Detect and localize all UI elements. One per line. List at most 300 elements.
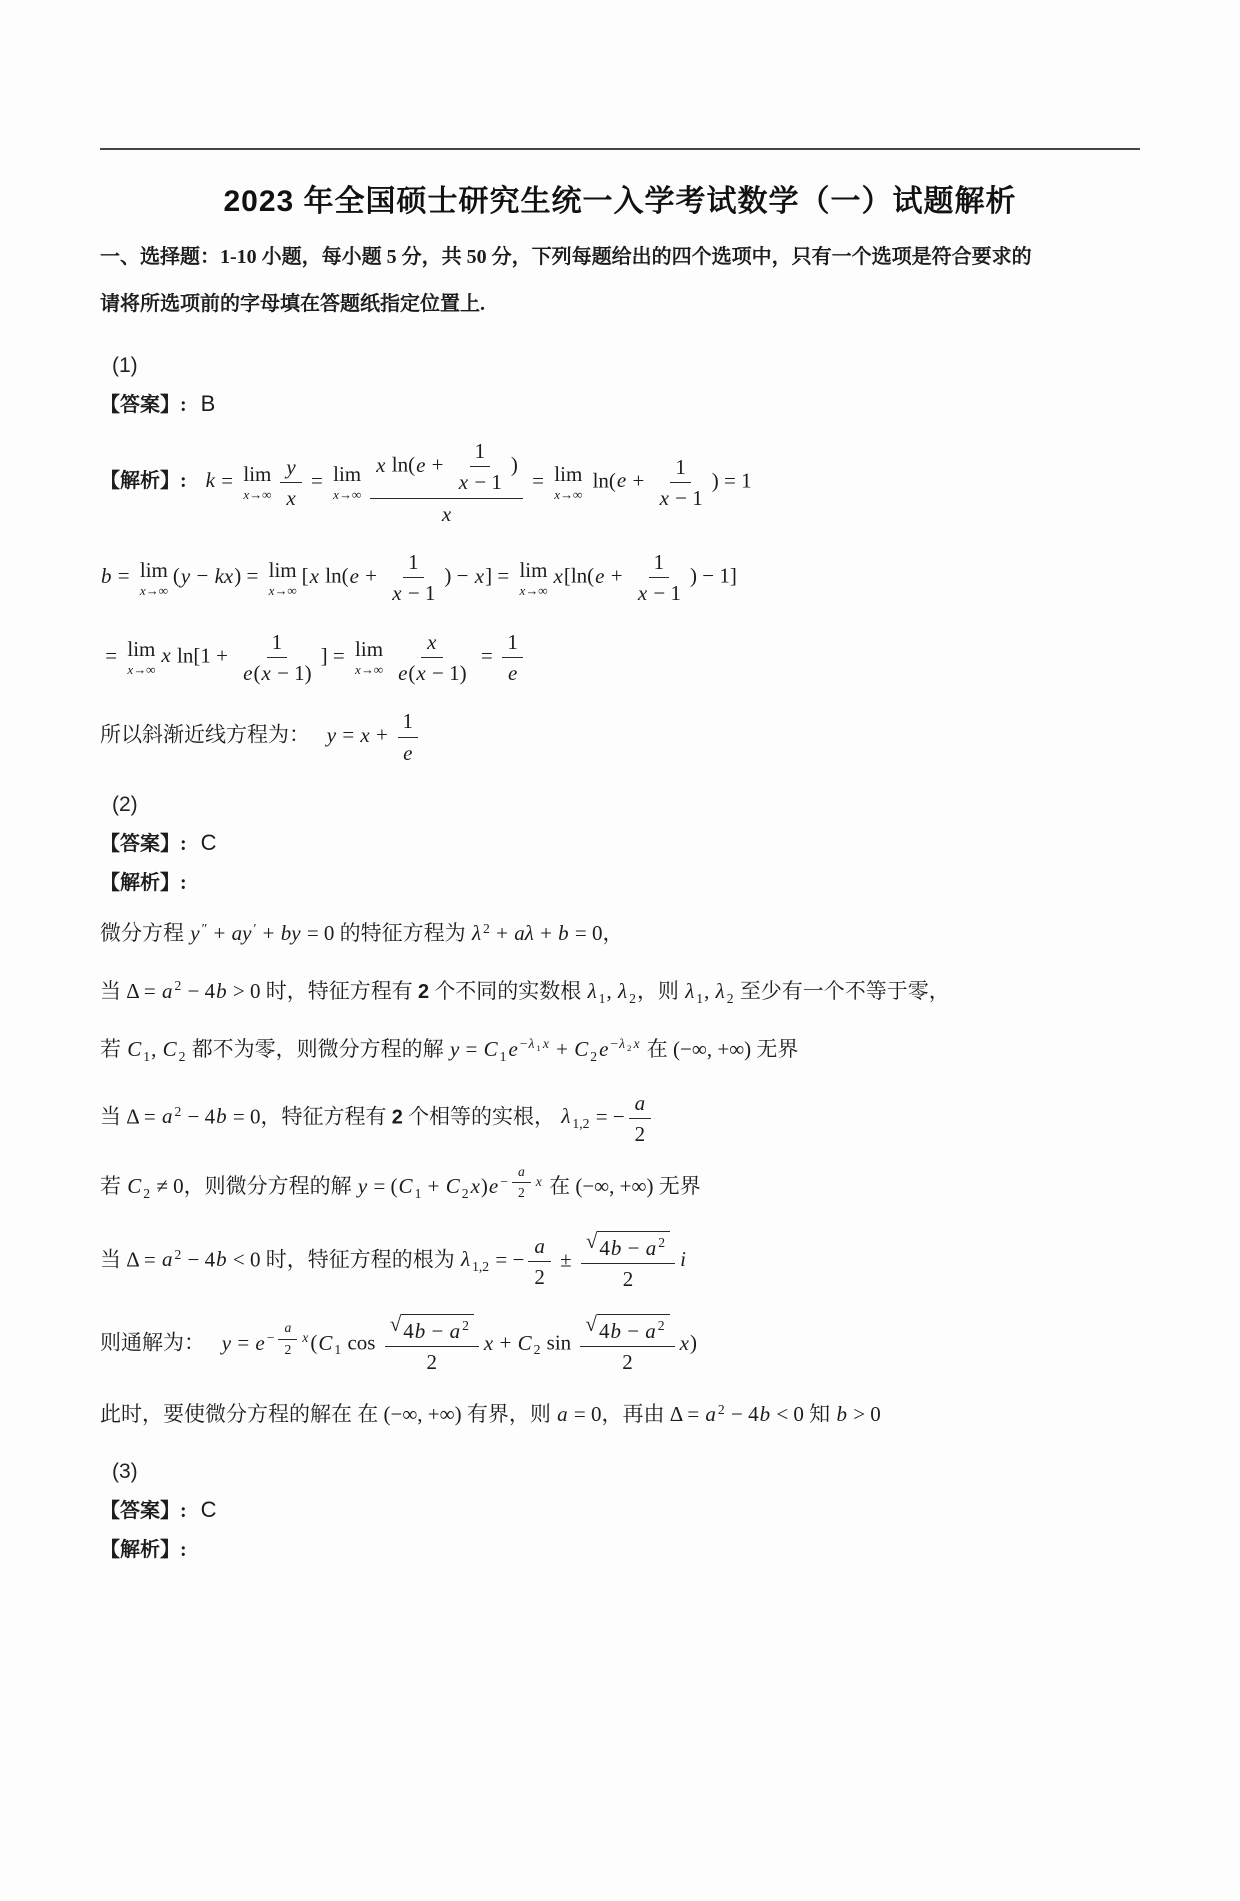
math-run: ln( xyxy=(587,468,616,493)
math-run: 微分方程 xyxy=(100,921,190,946)
limit-subscript: x→∞ xyxy=(554,487,583,503)
math-run: 2 xyxy=(657,1318,665,1334)
sqrt-radical xyxy=(389,1311,474,1345)
characteristic-equation xyxy=(100,915,1140,953)
math-run: − xyxy=(426,1318,449,1343)
math-var: x xyxy=(309,563,319,588)
math-run: 1 xyxy=(499,1048,507,1064)
fraction-numerator xyxy=(267,628,288,658)
math-bold: 2 xyxy=(391,1106,403,1129)
limit-word: lim xyxy=(333,462,362,487)
math-var: ay xyxy=(231,921,252,946)
math-run: 2 xyxy=(717,1401,725,1417)
fraction-denominator xyxy=(279,1340,296,1359)
math-run: , xyxy=(151,1036,162,1061)
math-var: a xyxy=(449,1318,461,1343)
conclusion-asymptote xyxy=(100,707,1140,767)
math-var: λ xyxy=(618,978,628,1003)
subscript xyxy=(572,1112,589,1137)
math-run: 1 xyxy=(507,629,518,654)
superscript xyxy=(462,1317,469,1335)
math-run: = 0， xyxy=(569,921,624,946)
math-run: 2 xyxy=(426,1350,438,1375)
math-run: ( xyxy=(408,661,416,686)
math-var: a xyxy=(517,1163,525,1179)
math-run: + xyxy=(426,452,449,477)
subscript xyxy=(462,1182,469,1207)
math-var: C xyxy=(162,1036,177,1061)
analysis-label: 【解析】: xyxy=(100,872,187,895)
math-run: + xyxy=(490,921,514,946)
math-run: + xyxy=(208,921,231,946)
math-var: y xyxy=(180,563,191,588)
math-run: ″ xyxy=(201,920,208,936)
math-var: a xyxy=(161,1104,173,1129)
math-run: 所以斜渐近线方程为： xyxy=(100,723,326,748)
limit-operator xyxy=(333,463,361,502)
math-var: y xyxy=(286,454,296,479)
math-var: x xyxy=(416,661,426,686)
math-run: 4 xyxy=(599,1235,610,1260)
math-var: b xyxy=(610,1235,622,1260)
math-run: cos xyxy=(342,1330,381,1355)
analysis-line xyxy=(100,1533,1140,1562)
math-run: = xyxy=(305,468,329,493)
math-var: a xyxy=(161,1247,173,1272)
fraction-numerator xyxy=(629,1089,652,1119)
math-run: + xyxy=(605,563,628,588)
math-var: b xyxy=(836,1402,847,1427)
math-var: y xyxy=(357,1174,368,1199)
math-run: 1,2 xyxy=(472,1259,490,1275)
fraction-numerator xyxy=(470,437,491,467)
math-run: ] = xyxy=(485,563,515,588)
limit-operator xyxy=(554,463,582,502)
fraction-numerator xyxy=(502,628,523,658)
math-var: e xyxy=(507,661,518,686)
math-run: − xyxy=(622,1235,645,1260)
fraction-denominator xyxy=(630,1119,651,1148)
math-var: x xyxy=(659,486,669,511)
answer-label: 【答案】: xyxy=(100,1500,187,1523)
math-var: y xyxy=(221,1330,232,1355)
math-run: 2 xyxy=(533,1342,541,1358)
math-run: 1 xyxy=(653,550,665,575)
math-var: b xyxy=(558,921,569,946)
math-run: 1 xyxy=(598,990,606,1006)
question-2 xyxy=(100,793,1140,1434)
math-run: ( xyxy=(172,563,180,588)
math-var: e xyxy=(599,1036,609,1061)
limit-subscript: x→∞ xyxy=(243,487,272,503)
math-run: ) xyxy=(480,1174,488,1199)
math-run: ) = 1 xyxy=(711,468,752,493)
math-run: + xyxy=(550,1036,574,1061)
math-var: λ xyxy=(528,1036,535,1052)
fraction xyxy=(280,453,301,513)
math-run: 当 Δ = xyxy=(100,1104,161,1129)
math-run: = − xyxy=(490,1247,525,1272)
math-run: 1 xyxy=(536,1043,541,1054)
question-number: (1) xyxy=(112,354,138,377)
subscript xyxy=(627,1041,631,1057)
math-var: y xyxy=(190,921,200,946)
fraction xyxy=(370,437,523,528)
math-var: a xyxy=(534,1233,545,1258)
intro-line-2: 请将所选项前的字母填在答题纸指定位置上. xyxy=(100,293,485,315)
math-var: e xyxy=(508,1036,518,1061)
question-number: (2) xyxy=(112,793,138,817)
math-var: aλ xyxy=(514,921,534,946)
question-3 xyxy=(100,1460,1140,1562)
limit-word: lim xyxy=(554,462,583,487)
math-run: > 0 时，特征方程有 xyxy=(227,978,418,1003)
subscript xyxy=(500,1045,507,1070)
sqrt-sign-glyph: √ xyxy=(585,1311,597,1336)
fraction-denominator xyxy=(237,658,317,687)
fraction-denominator xyxy=(502,658,523,687)
case-delta-zero-solution xyxy=(100,1163,1140,1210)
limit-subscript: x→∞ xyxy=(333,487,362,503)
math-run: 2 xyxy=(461,1186,469,1202)
math-var: C xyxy=(574,1036,589,1061)
math-var: e xyxy=(349,563,359,588)
math-var: λ xyxy=(460,1247,471,1272)
fraction-denominator xyxy=(617,1347,638,1376)
math-var: λ xyxy=(685,978,695,1003)
math-var: C xyxy=(483,1036,498,1061)
questions-container xyxy=(100,354,1140,1562)
math-var: x xyxy=(441,501,452,526)
fraction xyxy=(629,1089,652,1149)
superscript xyxy=(483,917,490,942)
math-run: − 4 xyxy=(725,1402,759,1427)
math-run: + xyxy=(534,921,558,946)
math-var: x xyxy=(302,1330,309,1346)
math-var: a xyxy=(645,1235,657,1260)
math-run: 2 xyxy=(462,1318,469,1334)
limit-subscript: x→∞ xyxy=(355,662,384,678)
math-run: = xyxy=(216,468,239,493)
math-run: = xyxy=(460,1036,483,1061)
subscript xyxy=(534,1338,541,1363)
fraction-numerator xyxy=(512,1163,531,1183)
math-run: − 4 xyxy=(182,978,216,1003)
subscript xyxy=(696,987,703,1012)
math-var: e xyxy=(255,1330,265,1355)
math-var: C xyxy=(398,1174,413,1199)
subscript xyxy=(143,1182,150,1207)
math-var: a xyxy=(645,1318,656,1343)
intro-line-1: 一、选择题：1-10 小题，每小题 5 分，共 50 分，下列每题给出的四个选项中，只有一个选项是符合要求的 xyxy=(100,246,1032,268)
limit-operator xyxy=(127,638,155,677)
fraction-denominator xyxy=(654,483,708,512)
fraction-numerator xyxy=(403,548,424,578)
math-var: b xyxy=(101,563,112,588)
fraction-numerator xyxy=(278,1319,297,1339)
fraction-numerator xyxy=(581,1230,675,1264)
subscript xyxy=(415,1182,422,1207)
math-var: by xyxy=(280,921,301,946)
fraction-numerator xyxy=(398,707,419,737)
math-run: 都不为零，则微分方程的解 xyxy=(186,1036,449,1061)
fraction xyxy=(392,628,472,688)
answer-label: 【答案】: xyxy=(100,833,187,856)
general-solution xyxy=(100,1313,1140,1376)
fraction xyxy=(237,628,317,688)
subscript xyxy=(334,1338,341,1363)
math-run: + xyxy=(257,921,280,946)
sqrt-radicand xyxy=(597,1231,670,1262)
math-run: ) = xyxy=(234,563,264,588)
superscript xyxy=(500,1163,543,1203)
math-run: − xyxy=(500,1173,508,1189)
math-run: 2 xyxy=(517,1185,525,1201)
math-var: x xyxy=(474,563,485,588)
limit-operator xyxy=(140,559,168,598)
superscript xyxy=(174,1100,181,1125)
superscript xyxy=(174,974,181,999)
math-var: x xyxy=(286,486,296,511)
math-run: 4 xyxy=(403,1318,414,1343)
fraction-numerator xyxy=(670,453,691,483)
sqrt-radicand xyxy=(401,1314,474,1345)
math-run: 2 xyxy=(174,1246,182,1262)
math-var: x xyxy=(427,629,437,654)
sqrt-radical xyxy=(585,1228,670,1262)
superscript xyxy=(253,917,256,942)
math-var: λ xyxy=(715,978,725,1003)
question-1 xyxy=(100,354,1140,767)
fraction-denominator xyxy=(436,499,457,528)
math-var: e xyxy=(243,661,253,686)
math-run: 2 xyxy=(622,1266,634,1291)
fraction-denominator xyxy=(618,1264,639,1293)
math-var: x xyxy=(637,581,648,606)
math-var: e xyxy=(488,1174,499,1199)
math-run: sin xyxy=(541,1330,577,1355)
limit-subscript: x→∞ xyxy=(268,582,297,598)
math-run: [ xyxy=(301,563,309,588)
math-run: 2 xyxy=(627,1043,632,1054)
math-var: C xyxy=(517,1330,532,1355)
math-var: kx xyxy=(214,563,234,588)
math-var: x xyxy=(553,563,563,588)
superscript xyxy=(267,1319,310,1359)
math-run: − xyxy=(621,1318,645,1343)
limit-word: lim xyxy=(127,637,156,662)
math-run: − 1 xyxy=(669,486,703,511)
math-var: x xyxy=(261,661,271,686)
limit-word: lim xyxy=(519,557,548,582)
math-run: 2 xyxy=(178,1048,186,1064)
math-run: < 0 时，特征方程的根为 xyxy=(227,1247,460,1272)
math-var: e xyxy=(595,563,605,588)
math-run: 在 (−∞, +∞) 无界 xyxy=(543,1174,701,1199)
math-var: b xyxy=(610,1318,621,1343)
formula-k-slope xyxy=(100,437,1140,528)
limit-subscript: x→∞ xyxy=(519,582,548,598)
fraction xyxy=(581,1230,675,1293)
math-var: b xyxy=(216,1104,227,1129)
superscript xyxy=(174,1243,181,1268)
document-page xyxy=(0,148,1240,1602)
math-run: − 1 xyxy=(469,470,502,495)
math-run: 1 xyxy=(696,990,704,1006)
math-var: e xyxy=(416,452,426,477)
math-var: C xyxy=(127,1036,142,1061)
math-run: = 0 的特征方程为 xyxy=(301,921,471,946)
limit-operator xyxy=(355,638,383,677)
fraction-numerator xyxy=(370,437,523,499)
limit-operator xyxy=(243,463,271,502)
fraction-numerator xyxy=(649,548,670,578)
math-run: 2 xyxy=(483,920,490,936)
fraction xyxy=(654,453,708,513)
fraction-denominator xyxy=(529,1262,550,1291)
math-run: 1 xyxy=(414,1186,422,1202)
formula-b-evaluation xyxy=(100,628,1140,688)
math-run: − xyxy=(191,563,214,588)
math-run: 1 xyxy=(271,629,283,654)
page-title: 2023 年全国硕士研究生统一入学考试数学（一）试题解析 xyxy=(223,185,1017,218)
math-run: 1 xyxy=(334,1342,342,1358)
math-var: a xyxy=(705,1402,716,1427)
math-var: C xyxy=(127,1174,142,1199)
math-run: ′ xyxy=(253,920,257,936)
bounded-conclusion xyxy=(100,1396,1140,1434)
math-run: 则通解为： xyxy=(100,1330,221,1355)
subscript xyxy=(472,1255,489,1280)
math-run: = xyxy=(337,723,360,748)
subscript xyxy=(590,1045,597,1070)
math-var: C xyxy=(318,1330,333,1355)
math-run: 1,2 xyxy=(572,1116,590,1132)
case-delta-zero xyxy=(100,1089,1140,1149)
subscript xyxy=(179,1045,186,1070)
math-var: e xyxy=(403,740,413,765)
math-run: 在 (−∞, +∞) 无界 xyxy=(641,1036,799,1061)
math-var: x xyxy=(360,723,370,748)
subscript xyxy=(143,1045,150,1070)
math-run: ln( xyxy=(386,452,416,477)
limit-operator xyxy=(269,559,297,598)
math-run: 2 xyxy=(143,1186,151,1202)
fraction-denominator xyxy=(397,738,418,767)
math-run: ] = xyxy=(320,643,351,668)
math-run: ln( xyxy=(320,563,349,588)
superscript xyxy=(202,917,208,942)
math-bold: 2 xyxy=(417,980,430,1003)
fraction xyxy=(386,548,440,608)
fraction xyxy=(278,1319,297,1359)
math-var: x xyxy=(633,1036,640,1052)
superscript xyxy=(610,1032,640,1057)
math-run: − 4 xyxy=(182,1104,216,1129)
math-run: = 0，特征方程有 xyxy=(227,1104,392,1129)
subscript xyxy=(536,1041,540,1057)
answer-line xyxy=(100,827,1140,856)
math-run: 1 xyxy=(143,1048,151,1064)
math-run: + xyxy=(627,468,650,493)
math-var: x xyxy=(458,470,469,495)
math-run: 此时，要使微分方程的解在 在 (−∞, +∞) 有界，则 xyxy=(100,1402,557,1427)
limit-word: lim xyxy=(243,462,272,487)
math-var: λ xyxy=(619,1036,626,1052)
math-run: = xyxy=(475,643,498,668)
math-run: + xyxy=(370,723,394,748)
limit-word: lim xyxy=(355,637,384,662)
math-var: k xyxy=(205,468,215,493)
math-var: λ xyxy=(471,921,482,946)
case-delta-positive xyxy=(100,973,1140,1011)
superscript xyxy=(520,1032,550,1057)
math-var: x xyxy=(542,1036,549,1052)
math-var: x xyxy=(535,1173,542,1189)
fraction-numerator xyxy=(421,628,442,658)
math-run: = xyxy=(100,643,123,668)
limit-subscript: x→∞ xyxy=(139,582,168,598)
math-run: 个相等的实根， xyxy=(402,1104,561,1129)
math-var: x xyxy=(679,1330,689,1355)
math-run: ( xyxy=(310,1330,318,1355)
sqrt-radicand xyxy=(597,1314,670,1345)
math-run: 1 xyxy=(402,709,413,734)
fraction-denominator xyxy=(386,578,440,607)
question-number: (3) xyxy=(112,1460,138,1484)
math-run: ) xyxy=(510,452,518,477)
math-run: ，则 xyxy=(636,978,685,1003)
math-run: 2 xyxy=(622,1350,633,1375)
math-run: = xyxy=(232,1330,255,1355)
math-run: 个不同的实数根 xyxy=(429,978,587,1003)
math-run: 2 xyxy=(174,1103,182,1119)
math-run: 4 xyxy=(598,1318,610,1343)
math-run: − 1 xyxy=(648,581,682,606)
math-run: 2 xyxy=(634,1121,646,1146)
limit-word: lim xyxy=(139,557,168,582)
fraction-numerator xyxy=(385,1313,479,1347)
math-run: ) − 1] xyxy=(690,563,737,588)
math-var: y xyxy=(326,723,337,748)
fraction-denominator xyxy=(632,578,686,607)
fraction-numerator xyxy=(528,1232,551,1262)
math-run: 当 Δ = xyxy=(100,978,161,1003)
sqrt-sign-glyph: √ xyxy=(389,1311,402,1336)
math-var: b xyxy=(759,1402,771,1427)
superscript xyxy=(658,1317,665,1335)
subscript xyxy=(727,987,734,1012)
fraction-denominator xyxy=(280,483,301,512)
math-var: b xyxy=(216,978,227,1003)
math-run: − xyxy=(266,1330,275,1346)
fraction xyxy=(580,1313,674,1376)
math-var: b xyxy=(216,1247,227,1272)
math-run: 若 xyxy=(100,1174,127,1199)
math-run: 2 xyxy=(534,1265,545,1290)
answer-value: B xyxy=(200,391,216,416)
math-run: , xyxy=(606,978,617,1003)
math-run: ) xyxy=(689,1330,697,1355)
math-run: 2 xyxy=(658,1235,666,1251)
fraction xyxy=(528,1232,551,1292)
math-var: a xyxy=(634,1090,646,1115)
math-var: e xyxy=(398,661,408,686)
analysis-label: 【解析】: xyxy=(100,470,187,493)
case-delta-negative xyxy=(100,1230,1140,1293)
math-run: 1 xyxy=(474,439,486,463)
math-run: ln[1 + xyxy=(171,643,234,668)
